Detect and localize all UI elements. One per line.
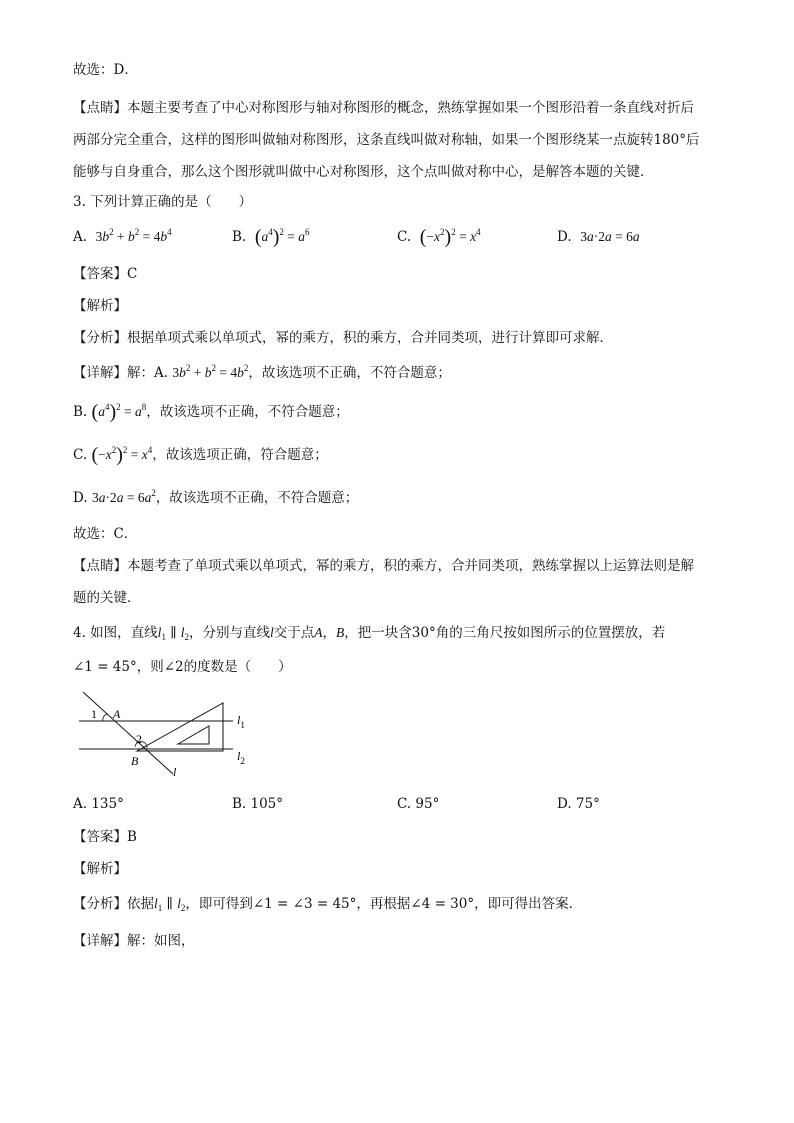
q3-stem: 3. 下列计算正确的是（ ） (73, 194, 253, 210)
remark-line-1: 【点睛】本题主要考查了中心对称图形与轴对称图形的概念，熟练掌握如果一个图形沿着一条直线对折后 (73, 100, 694, 116)
line-l (83, 692, 173, 774)
q3-analysis-heading: 【解析】 (73, 298, 127, 314)
label-line-l: l (173, 765, 177, 779)
q3-detail-c: C. $(-x^2)^2 = x^4$，故该选项正确，符合题意； (73, 444, 328, 466)
angle-1-arc (103, 714, 107, 721)
q4-analysis: 【分析】依据$l_1$ ∥ $l_2$，即可得到∠1 = ∠3 = 45°，再根据∠4 = 30°，即可得出答案． (73, 896, 583, 913)
q3-detail-d: D. $3a\cdot 2a = 6a^2$，故该选项不正确，不符合题意； (73, 488, 359, 506)
q4-analysis-heading: 【解析】 (73, 861, 127, 877)
parallel-lines-triangle-diagram (73, 688, 273, 784)
q3-analysis: 【分析】根据单项式乘以单项式，幂的乘方，积的乘方，合并同类项，进行计算即可求解． (73, 330, 613, 346)
q4-option-d: D. 75° (557, 796, 600, 812)
q3-conclusion: 故选：C． (73, 526, 138, 542)
label-line-l1: $l_1$ (237, 713, 245, 730)
q3-option-d: D. 3a·2a = 6a (557, 229, 640, 245)
label-angle-1: 1 (91, 707, 97, 721)
q4-option-c: C. 95° (397, 796, 440, 812)
q4-figure (73, 688, 273, 788)
q4-detail: 【详解】解：如图， (73, 933, 195, 949)
q4-stem-line-1: 4. 如图，直线$l_1$ ∥ $l_2$，分别与直线l交于点A，B，把一块含30°角的三角尺按如图所示的位置摆放，若 (73, 625, 666, 642)
q3-remark-1: 【点睛】本题考查了单项式乘以单项式，幂的乘方，积的乘方，合并同类项，熟练掌握以上运算法则是解 (73, 558, 694, 574)
q3-detail-a: 【详解】解：A. $3b^2 + b^2 = 4b^2$，故该选项不正确，不符合题意； (73, 363, 451, 381)
remark-line-3: 能够与自身重合，那么这个图形就叫做中心对称图形，这个点叫做对称中心，是解答本题的关键． (73, 164, 654, 180)
label-line-l2: $l_2$ (237, 749, 245, 766)
q3-detail-b: B. $(a^4)^2 = a^8$，故该选项不正确，不符合题意； (73, 401, 349, 423)
q3-option-b: B. $(a^4)^2 = a^6$ (232, 226, 310, 248)
q4-option-b: B. 105° (232, 796, 284, 812)
q3-option-c: C. $(-x^2)^2 = x^4$ (397, 226, 481, 248)
label-point-b: B (131, 754, 139, 768)
q3-remark-2: 题的关键． (73, 590, 141, 606)
triangle-ruler-inner (178, 726, 209, 744)
q3-answer: 【答案】C (73, 266, 138, 282)
q4-option-a: A. 135° (73, 796, 124, 812)
q3-option-a: A. $3b^2 + b^2 = 4b^4$ (73, 227, 172, 245)
remark-line-2: 两部分完全重合，这样的图形叫做轴对称图形，这条直线叫做对称轴，如果一个图形绕某一点旋转180°后 (73, 132, 700, 148)
q4-answer: 【答案】B (73, 829, 137, 845)
q4-stem-line-2: ∠1 = 45°，则∠2的度数是（ ） (73, 659, 292, 675)
previous-answer: 故选：D． (73, 62, 138, 78)
label-point-a: A (113, 707, 121, 721)
label-angle-2: 2 (136, 732, 142, 746)
